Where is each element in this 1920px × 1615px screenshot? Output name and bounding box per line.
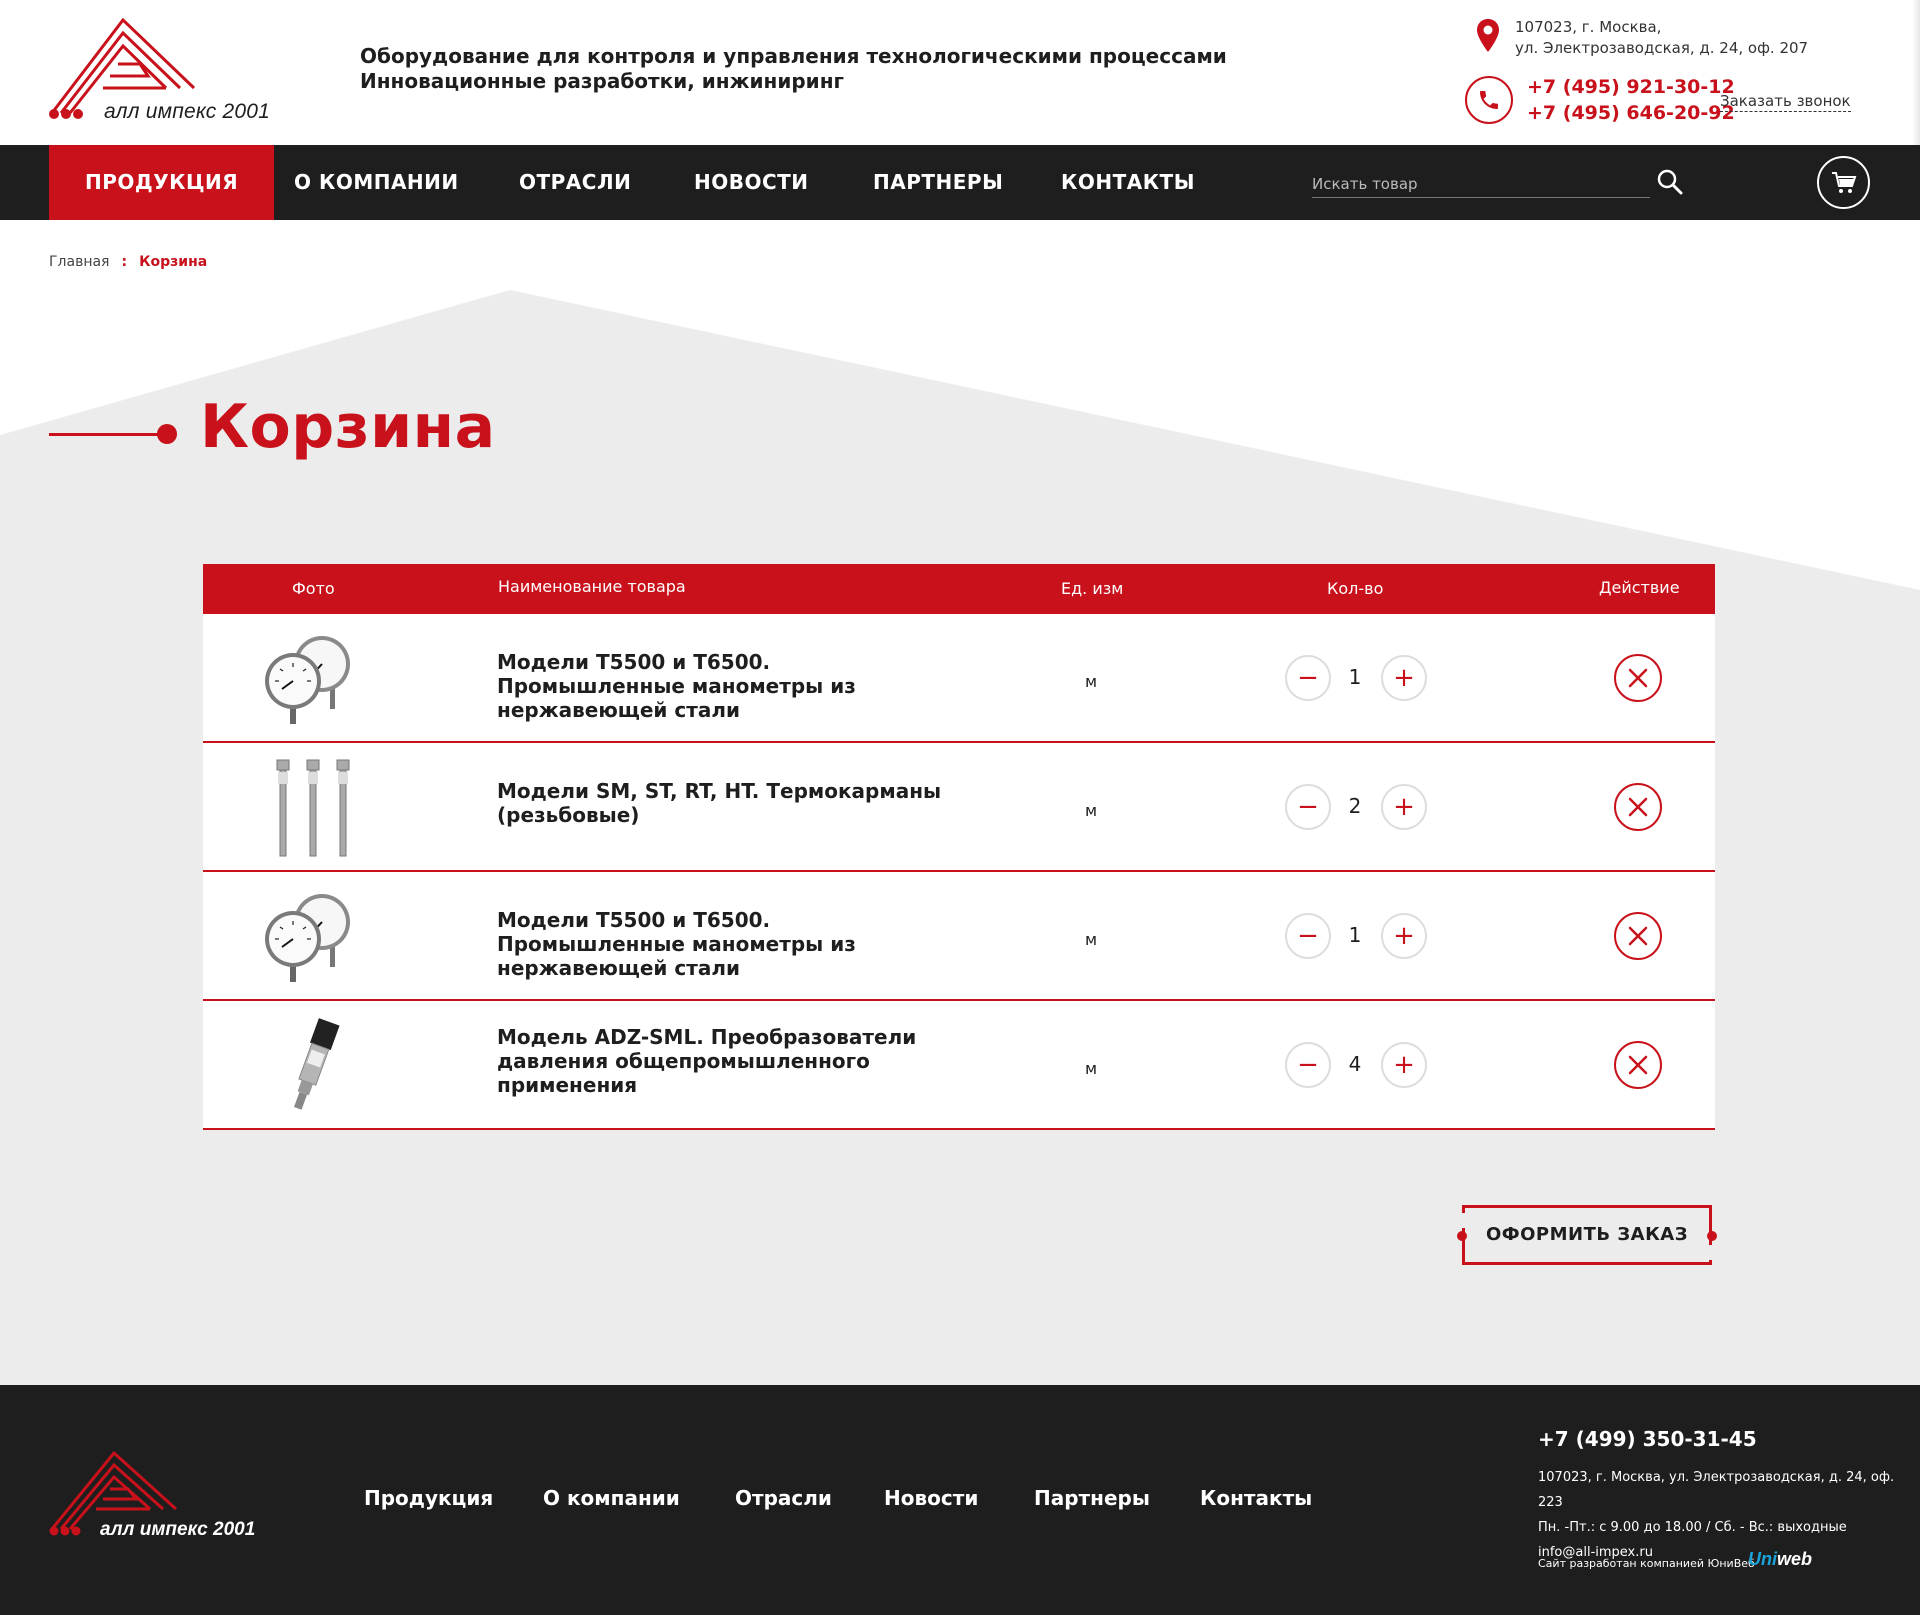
qty-minus-button[interactable]: − (1285, 784, 1331, 830)
footer-developer: Сайт разработан компанией ЮниВеб (1538, 1557, 1755, 1570)
remove-icon[interactable] (1614, 783, 1662, 831)
footer-nav-industries[interactable]: Отрасли (735, 1486, 832, 1510)
nav-item-products[interactable]: ПРОДУКЦИЯ (49, 145, 274, 220)
product-name[interactable]: Модели SM, ST, RT, HT. Термокарманы (резьбовые) (497, 779, 942, 827)
table-row (203, 872, 1715, 1001)
developer-logo-part-b: web (1777, 1549, 1813, 1569)
phone-icon (1465, 76, 1513, 124)
address-line-2: ул. Электрозаводская, д. 24, оф. 207 (1515, 39, 1809, 57)
phone-2[interactable]: +7 (495) 646-20-92 (1527, 102, 1735, 124)
header-action: Действие (1599, 578, 1680, 597)
logo[interactable] (48, 18, 278, 128)
qty-value: 4 (1348, 1052, 1362, 1076)
checkout-button-label: ОФОРМИТЬ ЗАКАЗ (1485, 1224, 1689, 1245)
qty-minus-button[interactable]: − (1285, 1042, 1331, 1088)
header-photo: Фото (292, 579, 335, 598)
developer-logo[interactable] (1748, 1549, 1812, 1570)
qty-plus-button[interactable]: + (1381, 1042, 1427, 1088)
remove-icon[interactable] (1614, 1041, 1662, 1089)
search-input[interactable] (1312, 171, 1650, 197)
phone-1[interactable]: +7 (495) 921-30-12 (1527, 76, 1735, 98)
breadcrumb (49, 254, 207, 270)
callback-link[interactable]: Заказать звонок (1720, 92, 1851, 110)
search-icon[interactable] (1655, 167, 1685, 197)
site-header (0, 0, 1920, 145)
remove-icon[interactable] (1614, 654, 1662, 702)
cart-icon[interactable] (1817, 156, 1870, 209)
product-name[interactable]: Модели T5500 и T6500. Промышленные манометры из нержавеющей стали (497, 908, 856, 980)
header-qty: Кол-во (1327, 579, 1384, 598)
qty-plus-button[interactable]: + (1381, 784, 1427, 830)
footer-nav-about[interactable]: О компании (543, 1486, 680, 1510)
footer-nav-partners[interactable]: Партнеры (1034, 1486, 1150, 1510)
header-tagline (360, 44, 1227, 94)
product-photo-transducer[interactable] (260, 1016, 360, 1116)
product-photo-gauge[interactable] (260, 887, 360, 987)
developer-logo-part-a: Uni (1748, 1549, 1777, 1569)
header-unit: Ед. изм (1061, 579, 1124, 598)
nav-item-contacts[interactable]: КОНТАКТЫ (1061, 170, 1195, 194)
footer-phone[interactable]: +7 (499) 350-31-45 (1538, 1427, 1757, 1451)
breadcrumb-home[interactable]: Главная (49, 254, 110, 270)
footer-nav-news[interactable]: Новости (884, 1486, 979, 1510)
footer-hours: Пн. -Пт.: с 9.00 до 18.00 / Сб. - Вс.: выходные (1538, 1520, 1847, 1535)
product-name[interactable]: Модель ADZ-SML. Преобразователи давления общепромышленного применения (497, 1025, 917, 1097)
remove-icon[interactable] (1614, 912, 1662, 960)
page-title: Корзина (200, 392, 496, 462)
checkout-button[interactable] (1462, 1205, 1712, 1265)
table-row (203, 743, 1715, 872)
footer-email[interactable]: info@all-impex.ru (1538, 1545, 1653, 1560)
qty-minus-button[interactable]: − (1285, 913, 1331, 959)
search-field (1312, 171, 1650, 198)
qty-plus-button[interactable]: + (1381, 913, 1427, 959)
cart-table (203, 564, 1715, 1130)
product-name[interactable]: Модели T5500 и T6500. Промышленные манометры из нержавеющей стали (497, 650, 856, 722)
footer-address: 107023, г. Москва, ул. Электрозаводская, д. 24, оф. 223 (1538, 1470, 1895, 1510)
table-row (203, 1001, 1715, 1130)
footer-nav-contacts[interactable]: Контакты (1200, 1486, 1313, 1510)
nav-item-industries[interactable]: ОТРАСЛИ (519, 170, 632, 194)
qty-minus-button[interactable]: − (1285, 655, 1331, 701)
nav-item-partners[interactable]: ПАРТНЕРЫ (873, 170, 1004, 194)
address-line-1: 107023, г. Москва, (1515, 18, 1662, 36)
header-name: Наименование товара (498, 577, 686, 596)
logo-text: алл импекс 2001 (104, 100, 271, 123)
location-pin-icon (1475, 18, 1501, 54)
footer-logo-text: алл импекс 2001 (100, 1519, 256, 1540)
nav-item-news[interactable]: НОВОСТИ (694, 170, 809, 194)
main-nav (0, 145, 1920, 220)
product-photo-thermowell[interactable] (260, 758, 360, 858)
footer-nav-products[interactable]: Продукция (364, 1486, 494, 1510)
header-address (1515, 17, 1808, 59)
footer-info (1538, 1465, 1920, 1565)
tagline-line-2: Инновационные разработки, инжиниринг (360, 69, 844, 93)
header-phones (1527, 74, 1735, 126)
qty-plus-button[interactable]: + (1381, 655, 1427, 701)
table-row (203, 614, 1715, 743)
breadcrumb-current: Корзина (139, 254, 208, 270)
product-unit: м (1085, 1059, 1098, 1078)
nav-item-about[interactable]: О КОМПАНИИ (294, 170, 459, 194)
title-decor-line (49, 433, 169, 436)
tagline-line-1: Оборудование для контроля и управления технологическими процессами (360, 44, 1227, 68)
table-header (203, 564, 1715, 614)
site-footer (0, 1385, 1920, 1615)
title-decor-dot (157, 424, 177, 444)
product-unit: м (1085, 801, 1098, 820)
product-photo-gauge[interactable] (260, 629, 360, 729)
header-edge-shadow (1912, 0, 1920, 145)
qty-value: 2 (1348, 794, 1362, 818)
breadcrumb-separator: : (121, 254, 128, 270)
qty-value: 1 (1348, 923, 1362, 947)
qty-value: 1 (1348, 665, 1362, 689)
product-unit: м (1085, 930, 1098, 949)
product-unit: м (1085, 672, 1098, 691)
